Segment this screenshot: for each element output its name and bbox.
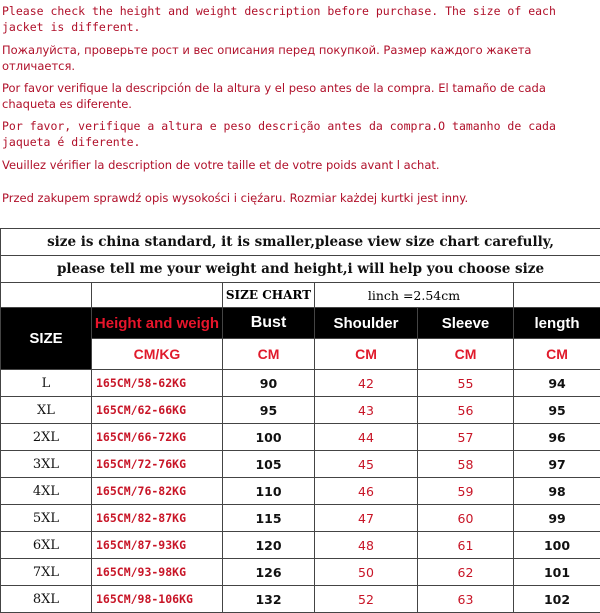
size-value: 3XL [1, 451, 92, 478]
size-value: 2XL [1, 424, 92, 451]
inch-conversion-note: linch =2.54cm [315, 283, 514, 308]
shoulder-value: 52 [315, 586, 418, 613]
height-weight-value: 165CM/82-87KG [92, 505, 223, 532]
sleeve-unit: CM [418, 339, 514, 370]
length-value: 100 [514, 532, 600, 559]
bust-value: 126 [223, 559, 315, 586]
sleeve-value: 59 [418, 478, 514, 505]
height-weight-value: 165CM/76-82KG [92, 478, 223, 505]
size-value: 6XL [1, 532, 92, 559]
bust-unit: CM [223, 339, 315, 370]
table-row [1, 370, 600, 397]
notice-english: Please check the height and weight description before purchase. The size of each jacket is different. [2, 3, 598, 35]
empty-cell [92, 283, 223, 308]
shoulder-value: 43 [315, 397, 418, 424]
bust-value: 132 [223, 586, 315, 613]
height-weight-value: 165CM/87-93KG [92, 532, 223, 559]
height-weight-value: 165CM/66-72KG [92, 424, 223, 451]
size-chart-table [0, 228, 600, 600]
size-header: SIZE [1, 308, 92, 370]
size-standard-note: size is china standard, it is smaller,please view size chart carefully, [1, 229, 600, 256]
sleeve-value: 57 [418, 424, 514, 451]
sleeve-value: 56 [418, 397, 514, 424]
length-value: 97 [514, 451, 600, 478]
length-value: 94 [514, 370, 600, 397]
empty-cell [1, 283, 92, 308]
shoulder-value: 42 [315, 370, 418, 397]
notice-russian: Пожалуйста, проверьте рост и вес описания перед покупкой. Размер каждого жакета отличается. [2, 42, 598, 74]
length-value: 99 [514, 505, 600, 532]
size-value: 7XL [1, 559, 92, 586]
bust-value: 90 [223, 370, 315, 397]
length-value: 98 [514, 478, 600, 505]
length-value: 96 [514, 424, 600, 451]
sleeve-value: 55 [418, 370, 514, 397]
shoulder-value: 46 [315, 478, 418, 505]
shoulder-header: Shoulder [315, 308, 418, 339]
length-value: 95 [514, 397, 600, 424]
size-value: 5XL [1, 505, 92, 532]
bust-value: 95 [223, 397, 315, 424]
shoulder-value: 48 [315, 532, 418, 559]
shoulder-unit: CM [315, 339, 418, 370]
height-weight-value: 165CM/62-66KG [92, 397, 223, 424]
table-row [1, 505, 600, 532]
size-chart-label: SIZE CHART [223, 283, 315, 308]
height-weight-value: 165CM/58-62KG [92, 370, 223, 397]
shoulder-value: 45 [315, 451, 418, 478]
table-row [1, 478, 600, 505]
size-value: 4XL [1, 478, 92, 505]
height-weight-unit: CM/KG [92, 339, 223, 370]
empty-cell [514, 283, 600, 308]
notice-french: Veuillez vérifier la description de votre taille et de votre poids avant l achat. [2, 157, 598, 173]
height-weight-value: 165CM/98-106KG [92, 586, 223, 613]
table-row [1, 586, 600, 613]
table-row [1, 559, 600, 586]
bust-value: 120 [223, 532, 315, 559]
height-weight-value: 165CM/93-98KG [92, 559, 223, 586]
height-weight-header: Height and weigh [92, 308, 223, 339]
shoulder-value: 44 [315, 424, 418, 451]
size-value: XL [1, 397, 92, 424]
bust-value: 115 [223, 505, 315, 532]
notice-spanish: Por favor verifique la descripción de la altura y el peso antes de la compra. El tamaño de cada chaqueta es diferente. [2, 80, 598, 112]
bust-value: 105 [223, 451, 315, 478]
table-row [1, 397, 600, 424]
length-value: 101 [514, 559, 600, 586]
bust-header: Bust [223, 308, 315, 339]
table-row [1, 451, 600, 478]
sleeve-value: 58 [418, 451, 514, 478]
sleeve-value: 61 [418, 532, 514, 559]
sleeve-value: 62 [418, 559, 514, 586]
sleeve-header: Sleeve [418, 308, 514, 339]
bust-value: 110 [223, 478, 315, 505]
sleeve-value: 63 [418, 586, 514, 613]
table-row [1, 532, 600, 559]
sleeve-value: 60 [418, 505, 514, 532]
height-weight-value: 165CM/72-76KG [92, 451, 223, 478]
notice-polish: Przed zakupem sprawdź opis wysokości i cięźaru. Rozmiar każdej kurtki jest inny. [2, 190, 598, 206]
shoulder-value: 47 [315, 505, 418, 532]
bust-value: 100 [223, 424, 315, 451]
size-rows [1, 370, 600, 613]
shoulder-value: 50 [315, 559, 418, 586]
help-choose-size-note: please tell me your weight and height,i will help you choose size [1, 256, 600, 283]
length-unit: CM [514, 339, 600, 370]
length-value: 102 [514, 586, 600, 613]
size-value: 8XL [1, 586, 92, 613]
length-header: length [514, 308, 600, 339]
size-value: L [1, 370, 92, 397]
notice-portuguese: Por favor, verifique a altura e peso descrição antes da compra.O tamanho de cada jaqueta é diferente. [2, 118, 598, 150]
table-row [1, 424, 600, 451]
